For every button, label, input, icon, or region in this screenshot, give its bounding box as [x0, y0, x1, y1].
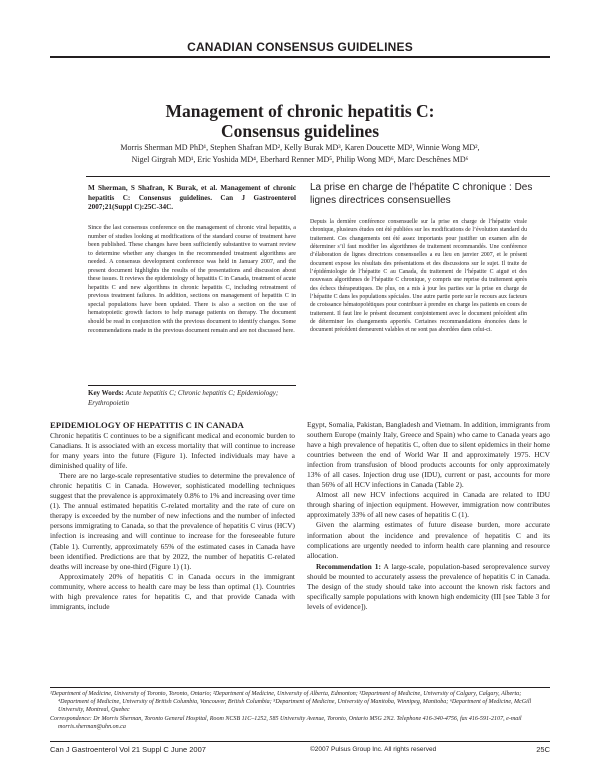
body-paragraph: Chronic hepatitis C continues to be a significant medical and economic burden to Canadians. It is associated with an excess mortality that will continue to increase for many years into the future (Figure 1). Infected individuals may have a diminished quality of life. [50, 431, 295, 471]
authors-line-2: Nigel Girgrah MD¹, Eric Yoshida MD⁴, Eberhard Renner MD⁵, Philip Wong MD⁶, Marc Deschênes MD⁶ [131, 154, 469, 164]
body-paragraph: Almost all new HCV infections acquired in Canada are related to IDU through sharing of injection equipment. However, immigration now contributes approximately 33% of all new cases of hepatitis C (1). [307, 490, 550, 520]
body-paragraph: Given the alarming estimates of future disease burden, more accurate information about the incidence and prevalence of hepatitis C and its complications are urgently needed to inform health care planning and resource allocation. [307, 520, 550, 560]
section-heading: EPIDEMIOLOGY OF HEPATITIS C IN CANADA [50, 420, 244, 430]
abstract-english: Since the last consensus conference on the management of chronic viral hepatitis, a number of studies looking at modifications of the standard course of treatment have been published. These changes have been sufficiently substantive to warrant review to determine whether any changes in the recommended treatment algorithms are needed. A consensus development conference was held in January 2007, and the present document highlights the results of the presentations and discussion about these issues. It reviews the epidemiology of hepatitis C in Canada, treatment of acute hepatitis C and new algorithms in chronic hepatitis C, including retreatment of previous treatment failures. In addition, sections on management of hepatitis C in special populations have been updated. There is also a section on the use of hematopoietic growth factors to help manage patients on therapy. The document should be read in conjunction with the previous document to identify changes. Some recommendations made in the previous document remain and are not discussed here. [88, 225, 296, 334]
series-heading: CANADIAN CONSENSUS GUIDELINES [187, 40, 413, 54]
affiliations: ¹Department of Medicine, University of Toronto, Toronto, Ontario; ²Department of Medicine, University of Alberta, Edmonton; ³Department of Medicine, University of Calgary, Calgary, Alberta; ⁴Department of Medicine, University of British Columbia, Vancouver, British Columbia; ⁵Department of Medicine, University of Manitoba, Winnipeg, Manitoba; ⁶Department of Medicine, McGill University, Montreal, Quebec [50, 691, 532, 714]
abstract-top-rule [86, 176, 550, 177]
author-list [60, 142, 540, 165]
body-column-left [50, 420, 295, 612]
abstract-french: Depuis la dernière conférence consensuelle sur la prise en charge de l’hépatite virale chronique, plusieurs études ont été publiées sur les modifications de l’évolution standard du traitement. Ces changements ont été assez importants pour justifier un examen afin de déterminer s’il faut modifier les algorithmes de traitement recommandés. Une conférence d’élaboration de lignes directrices consensuelles a eu lieu en janvier 2007, et le présent document expose les résultats des présentations et des discussions sur le sujet. Il traite de l’épidémiologie de l’hépatite C au Canada, du traitement de l’hépatite C aiguë et des nouveaux algorithmes de l’hépatite C chronique, y compris une reprise du traitement après des échecs thérapeutiques. De plus, on a mis à jour les parties sur la prise en charge de l’hépatite C dans les populations spéciales. Une autre partie porte sur le recours aux facteurs de croissance hématopoïétiques pour contribuer à prendre en charge les patients en cours de traitement. Il faut lire le présent document conjointement avec le document précédent afin de déterminer les changements apportés. Certaines recommandations énoncées dans le document précédent demeurent valables et ne sont pas abordées dans celui-ci. [310, 219, 527, 334]
recommendation-label: Recommendation 1: [316, 561, 381, 571]
body-column-right [307, 420, 550, 612]
footnote-rule [50, 687, 550, 688]
footnotes [50, 690, 550, 731]
recommendation-text: A large-scale, population-based seroprevalence survey should be mounted to accurately assess the prevalence of hepatitis C in Canada. The design of the study should take into account the known risk factors and specifically sample populations with known high endemicity (III [see Table 3 for levels of evidence]). [307, 561, 550, 611]
body-paragraph: Egypt, Somalia, Pakistan, Bangladesh and Vietnam. In addition, immigrants from southern Europe (mainly Italy, Greece and Spain) who came to Canada years ago have a high prevalence of hepatitis C, often due to silent epidemics in their home countries between the end of World War II and approximately 1975. HCV infection from transfusion of blood products accounts for only approximately 13% of all cases. Injection drug use (IDU), current or past, accounts for more than 56% of all HCV infections in Canada (Table 2). [307, 420, 550, 490]
citation: M Sherman, S Shafran, K Burak, et al. Management of chronic hepatitis C: Consensus guidelines. Can J Gastroenterol 2007;21(Suppl C):25C-34C. [88, 184, 296, 212]
french-title: La prise en charge de l’hépatite C chronique : Des lignes directrices consensuelles [310, 182, 533, 206]
authors-line-1: Morris Sherman MD PhD¹, Stephen Shafran MD², Kelly Burak MD³, Karen Doucette MD², Winnie Wong MD², [120, 143, 480, 152]
correspondence: Correspondence: Dr Morris Sherman, Toronto General Hospital, Room NCSB 11C–1252, 585 University Avenue, Toronto, Ontario M5G 2N2. Telephone 416-340-4756, fax 416-591-2107, e-mail morris.sherman@uhn.on.ca [50, 715, 522, 730]
page-number: 25C [536, 745, 550, 754]
keywords-text: Acute hepatitis C; Chronic hepatitis C; Epidemiology; Erythropoietin [88, 389, 279, 407]
copyright: ©2007 Pulsus Group Inc. All rights reserved [310, 746, 437, 753]
keywords-rule [88, 385, 296, 386]
keywords-label: Key Words: [88, 389, 124, 397]
recommendation [307, 562, 550, 612]
article-title [60, 101, 540, 141]
keywords [88, 389, 296, 408]
body-paragraph: Approximately 20% of hepatitis C in Canada occurs in the immigrant community, where access to health care may be less than optimal (1). Countries with high prevalence rates for hepatitis C, and that provide Canada with immigrants, include [50, 571, 295, 611]
title-line-2: Consensus guidelines [220, 121, 380, 141]
header-rule [50, 56, 550, 58]
journal-citation: Can J Gastroenterol Vol 21 Suppl C June 2007 [50, 745, 206, 754]
body-paragraph: There are no large-scale representative studies to determine the prevalence of chronic hepatitis C in Canada. However, sophisticated modelling techniques suggest that the prevalence is approximately 0.8% to 1% and increasing over time (1). The annual estimated hepatitis C-related mortality and the rate of cure on therapy is exceeded by the number of new infections and the number of infected persons immigrating to Canada, so that the prevalence of hepatitis C virus (HCV) infection is increasing and will continue to increase for the foreseeable future (Table 1). Currently, approximately 65% of the estimated cases in Canada have been identified. Predictions are that by 2022, the number of hepatitis C-related deaths will increase by one-third (Figure 1) (1). [50, 471, 295, 571]
title-line-1: Management of chronic hepatitis C: [165, 101, 435, 121]
footer-rule [50, 741, 550, 742]
